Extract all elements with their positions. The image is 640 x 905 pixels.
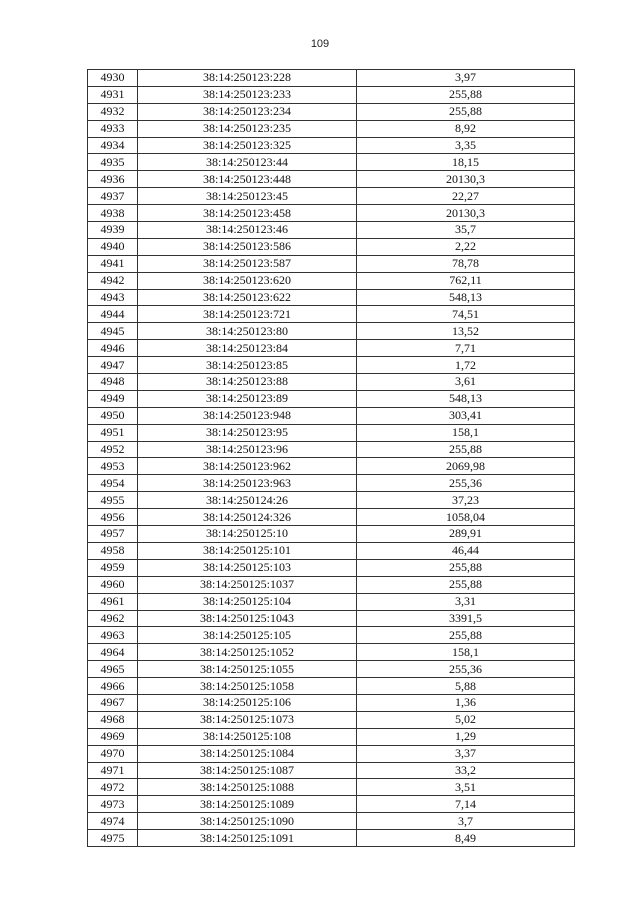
row-number-cell: 4964	[88, 644, 138, 661]
page-number: 109	[310, 38, 330, 50]
table-row	[88, 289, 575, 306]
row-number-cell: 4933	[88, 120, 138, 137]
table-row	[88, 188, 575, 205]
area-value-cell: 3,61	[357, 374, 575, 391]
table-row	[88, 70, 575, 87]
row-number-cell: 4931	[88, 86, 138, 103]
table-body	[88, 70, 575, 847]
table-row	[88, 475, 575, 492]
row-number-cell: 4958	[88, 542, 138, 559]
area-value-cell: 7,14	[357, 796, 575, 813]
table-row	[88, 238, 575, 255]
cadastral-number-cell: 38:14:250125:103	[138, 559, 357, 576]
row-number-cell: 4962	[88, 610, 138, 627]
row-number-cell: 4973	[88, 796, 138, 813]
cadastral-number-cell: 38:14:250125:1090	[138, 813, 357, 830]
table-row	[88, 509, 575, 526]
table-row	[88, 323, 575, 340]
row-number-cell: 4972	[88, 779, 138, 796]
cadastral-number-cell: 38:14:250125:1088	[138, 779, 357, 796]
row-number-cell: 4953	[88, 458, 138, 475]
cadastral-number-cell: 38:14:250123:622	[138, 289, 357, 306]
table-row	[88, 492, 575, 509]
table-row	[88, 340, 575, 357]
cadastral-number-cell: 38:14:250125:101	[138, 542, 357, 559]
area-value-cell: 33,2	[357, 762, 575, 779]
table-row	[88, 627, 575, 644]
table-row	[88, 610, 575, 627]
cadastral-number-cell: 38:14:250125:1089	[138, 796, 357, 813]
row-number-cell: 4954	[88, 475, 138, 492]
table-row	[88, 526, 575, 543]
table-row	[88, 222, 575, 239]
area-value-cell: 762,11	[357, 272, 575, 289]
table-row	[88, 205, 575, 222]
row-number-cell: 4965	[88, 661, 138, 678]
data-table	[87, 69, 575, 847]
row-number-cell: 4938	[88, 205, 138, 222]
table-row	[88, 813, 575, 830]
cadastral-number-cell: 38:14:250125:1037	[138, 576, 357, 593]
table-row	[88, 745, 575, 762]
cadastral-number-cell: 38:14:250123:46	[138, 222, 357, 239]
area-value-cell: 5,02	[357, 711, 575, 728]
area-value-cell: 35,7	[357, 222, 575, 239]
row-number-cell: 4949	[88, 390, 138, 407]
cadastral-number-cell: 38:14:250123:44	[138, 154, 357, 171]
row-number-cell: 4956	[88, 509, 138, 526]
table-row	[88, 694, 575, 711]
table-row	[88, 678, 575, 695]
area-value-cell: 8,49	[357, 830, 575, 847]
cadastral-number-cell: 38:14:250125:104	[138, 593, 357, 610]
cadastral-number-cell: 38:14:250125:105	[138, 627, 357, 644]
area-value-cell: 8,92	[357, 120, 575, 137]
area-value-cell: 3,31	[357, 593, 575, 610]
area-value-cell: 255,88	[357, 86, 575, 103]
row-number-cell: 4963	[88, 627, 138, 644]
cadastral-number-cell: 38:14:250125:1043	[138, 610, 357, 627]
area-value-cell: 1058,04	[357, 509, 575, 526]
area-value-cell: 13,52	[357, 323, 575, 340]
area-value-cell: 158,1	[357, 424, 575, 441]
area-value-cell: 46,44	[357, 542, 575, 559]
cadastral-number-cell: 38:14:250125:10	[138, 526, 357, 543]
row-number-cell: 4935	[88, 154, 138, 171]
cadastral-number-cell: 38:14:250125:1084	[138, 745, 357, 762]
cadastral-number-cell: 38:14:250123:89	[138, 390, 357, 407]
area-value-cell: 255,88	[357, 559, 575, 576]
table-row	[88, 272, 575, 289]
cadastral-number-cell: 38:14:250123:96	[138, 441, 357, 458]
area-value-cell: 74,51	[357, 306, 575, 323]
area-value-cell: 1,36	[357, 694, 575, 711]
table-row	[88, 796, 575, 813]
table-row	[88, 255, 575, 272]
cadastral-number-cell: 38:14:250123:88	[138, 374, 357, 391]
table-row	[88, 661, 575, 678]
table-row	[88, 171, 575, 188]
row-number-cell: 4943	[88, 289, 138, 306]
row-number-cell: 4961	[88, 593, 138, 610]
table-row	[88, 576, 575, 593]
row-number-cell: 4952	[88, 441, 138, 458]
cadastral-number-cell: 38:14:250123:95	[138, 424, 357, 441]
table-row	[88, 86, 575, 103]
area-value-cell: 303,41	[357, 407, 575, 424]
table-row	[88, 424, 575, 441]
row-number-cell: 4970	[88, 745, 138, 762]
area-value-cell: 548,13	[357, 289, 575, 306]
row-number-cell: 4946	[88, 340, 138, 357]
row-number-cell: 4939	[88, 222, 138, 239]
cadastral-number-cell: 38:14:250125:1052	[138, 644, 357, 661]
cadastral-number-cell: 38:14:250123:228	[138, 70, 357, 87]
table-row	[88, 154, 575, 171]
row-number-cell: 4969	[88, 728, 138, 745]
cadastral-number-cell: 38:14:250123:587	[138, 255, 357, 272]
area-value-cell: 3,35	[357, 137, 575, 154]
area-value-cell: 20130,3	[357, 171, 575, 188]
row-number-cell: 4937	[88, 188, 138, 205]
area-value-cell: 3,37	[357, 745, 575, 762]
table-row	[88, 441, 575, 458]
cadastral-number-cell: 38:14:250123:234	[138, 103, 357, 120]
table-row	[88, 644, 575, 661]
area-value-cell: 7,71	[357, 340, 575, 357]
row-number-cell: 4957	[88, 526, 138, 543]
cadastral-number-cell: 38:14:250124:326	[138, 509, 357, 526]
area-value-cell: 37,23	[357, 492, 575, 509]
row-number-cell: 4955	[88, 492, 138, 509]
table-row	[88, 374, 575, 391]
area-value-cell: 255,36	[357, 661, 575, 678]
area-value-cell: 255,88	[357, 576, 575, 593]
area-value-cell: 255,36	[357, 475, 575, 492]
cadastral-number-cell: 38:14:250123:721	[138, 306, 357, 323]
area-value-cell: 289,91	[357, 526, 575, 543]
cadastral-number-cell: 38:14:250123:963	[138, 475, 357, 492]
table-row	[88, 728, 575, 745]
row-number-cell: 4971	[88, 762, 138, 779]
table-row	[88, 407, 575, 424]
row-number-cell: 4950	[88, 407, 138, 424]
cadastral-number-cell: 38:14:250125:1058	[138, 678, 357, 695]
area-value-cell: 1,72	[357, 357, 575, 374]
area-value-cell: 255,88	[357, 441, 575, 458]
row-number-cell: 4974	[88, 813, 138, 830]
area-value-cell: 255,88	[357, 627, 575, 644]
cadastral-number-cell: 38:14:250123:586	[138, 238, 357, 255]
area-value-cell: 158,1	[357, 644, 575, 661]
row-number-cell: 4934	[88, 137, 138, 154]
table-row	[88, 559, 575, 576]
area-value-cell: 3,97	[357, 70, 575, 87]
cadastral-number-cell: 38:14:250123:80	[138, 323, 357, 340]
row-number-cell: 4948	[88, 374, 138, 391]
row-number-cell: 4944	[88, 306, 138, 323]
cadastral-number-cell: 38:14:250125:1087	[138, 762, 357, 779]
area-value-cell: 18,15	[357, 154, 575, 171]
table-row	[88, 120, 575, 137]
cadastral-number-cell: 38:14:250123:233	[138, 86, 357, 103]
area-value-cell: 548,13	[357, 390, 575, 407]
row-number-cell: 4960	[88, 576, 138, 593]
cadastral-number-cell: 38:14:250123:962	[138, 458, 357, 475]
cadastral-number-cell: 38:14:250123:620	[138, 272, 357, 289]
area-value-cell: 3,7	[357, 813, 575, 830]
table-row	[88, 306, 575, 323]
table-row	[88, 542, 575, 559]
area-value-cell: 5,88	[357, 678, 575, 695]
row-number-cell: 4968	[88, 711, 138, 728]
area-value-cell: 3,51	[357, 779, 575, 796]
table-row	[88, 711, 575, 728]
cadastral-number-cell: 38:14:250125:1055	[138, 661, 357, 678]
cadastral-number-cell: 38:14:250123:448	[138, 171, 357, 188]
cadastral-number-cell: 38:14:250123:458	[138, 205, 357, 222]
table-row	[88, 103, 575, 120]
cadastral-number-cell: 38:14:250123:235	[138, 120, 357, 137]
area-value-cell: 255,88	[357, 103, 575, 120]
area-value-cell: 2,22	[357, 238, 575, 255]
row-number-cell: 4930	[88, 70, 138, 87]
row-number-cell: 4966	[88, 678, 138, 695]
cadastral-number-cell: 38:14:250123:948	[138, 407, 357, 424]
row-number-cell: 4959	[88, 559, 138, 576]
table-row	[88, 390, 575, 407]
row-number-cell: 4947	[88, 357, 138, 374]
row-number-cell: 4951	[88, 424, 138, 441]
row-number-cell: 4942	[88, 272, 138, 289]
table-row	[88, 137, 575, 154]
table-row	[88, 458, 575, 475]
cadastral-number-cell: 38:14:250125:1073	[138, 711, 357, 728]
row-number-cell: 4940	[88, 238, 138, 255]
cadastral-number-cell: 38:14:250125:106	[138, 694, 357, 711]
area-value-cell: 3391,5	[357, 610, 575, 627]
cadastral-number-cell: 38:14:250123:325	[138, 137, 357, 154]
table-row	[88, 830, 575, 847]
cadastral-number-cell: 38:14:250124:26	[138, 492, 357, 509]
table-row	[88, 762, 575, 779]
area-value-cell: 78,78	[357, 255, 575, 272]
cadastral-number-cell: 38:14:250123:45	[138, 188, 357, 205]
area-value-cell: 22,27	[357, 188, 575, 205]
row-number-cell: 4941	[88, 255, 138, 272]
row-number-cell: 4975	[88, 830, 138, 847]
area-value-cell: 1,29	[357, 728, 575, 745]
table-row	[88, 357, 575, 374]
table-row	[88, 779, 575, 796]
row-number-cell: 4945	[88, 323, 138, 340]
area-value-cell: 2069,98	[357, 458, 575, 475]
cadastral-number-cell: 38:14:250125:108	[138, 728, 357, 745]
row-number-cell: 4936	[88, 171, 138, 188]
table-row	[88, 593, 575, 610]
row-number-cell: 4967	[88, 694, 138, 711]
row-number-cell: 4932	[88, 103, 138, 120]
area-value-cell: 20130,3	[357, 205, 575, 222]
cadastral-number-cell: 38:14:250123:85	[138, 357, 357, 374]
cadastral-number-cell: 38:14:250125:1091	[138, 830, 357, 847]
cadastral-number-cell: 38:14:250123:84	[138, 340, 357, 357]
